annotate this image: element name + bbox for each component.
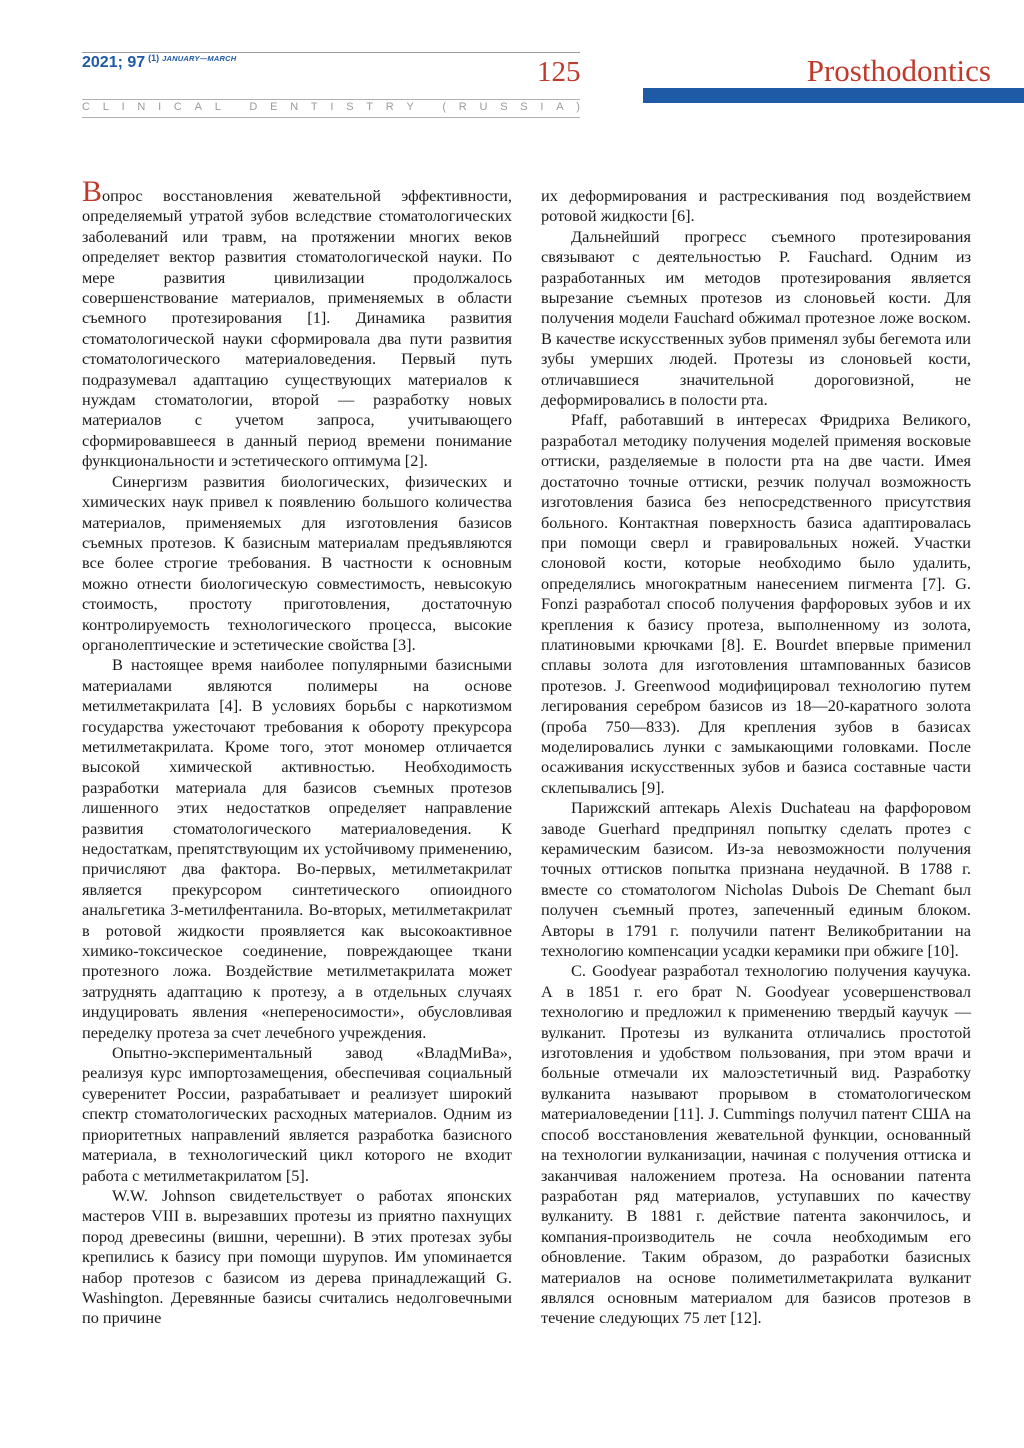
page-header: [0, 0, 1024, 125]
journal-title-letter: [427, 101, 430, 113]
journal-title-letter: I: [330, 101, 334, 113]
journal-title-letter: L: [214, 101, 221, 113]
paragraph: C. Goodyear разработал технологию получения каучука. А в 1851 г. его брат N. Goodyear усовершенствовал технологию и предложил к применению твердый каучук — вулканит. Протезы из вулканита отличались простотой изготовления и удобством пользования, при этом врачи и больные отмечали их малоэстетичный вид. Разработку вулканита называют прорывом в стоматологическом материаловедении [11]. J. Cummings получил патент США на способ восстановления жевательной функции, основанный на технологии вулканизации, начиная с получения оттиска и заканчивая наложением протеза. На основании патента разработан ряд материалов, уступавших по качеству вулканиту. В 1881 г. действие патента закончилось, и компания-производитель не сочла необходимым его обновление. Таким образом, до разработки базисных материалов на основе полиметилметакрилата вулканит являлся основным материалом для базисов протезов в течение следующих 75 лет [12].: [541, 961, 971, 1328]
journal-title-letter: A: [194, 101, 202, 113]
paragraph: Парижский аптекарь Alexis Duchateau на фарфоровом заводе Guerhard предпринял попытку сделать протез с керамическим базисом. Из-за невозможности получения точных оттисков попытка признана неудачной. В 1788 г. вместе со стоматологом Nicholas Dubois De Chemant был получен съемный протез, запеченный единым блоком. Авторы в 1791 г. получили патент Великобритании на технологию компенсации усадки керамики при обжиге [10].: [541, 798, 971, 961]
journal-title-letter: N: [290, 101, 299, 113]
paragraph: В настоящее время наиболее популярными базисными материалами являются полимеры на основе метилметакрилата [4]. В условиях борьбы с наркотизмом государства ужесточают требования к обороту прекурсора метилметакрилата. Кроме того, этот мономер отличается высокой химической активностью. Необходимость разработки материала для базисов съемных протезов лишенного этих недостатков определяет направление развития стоматологического материаловедения. К недостаткам, препятствующим их устойчивому применению, причисляют два фактора. Во-первых, метилметакрилат является прекурсором синтетического опиоидного анальгетика 3-метилфентанила. Во-вторых, метилметакрилат в ротовой жидкости проявляется как высокоактивное химико-токсическое соединение, повреждающее ткани протезного ложа. Воздействие метилметакрилата может затруднять адаптацию к протезу, а в отдельных случаях индуцировать явления «непереносимости», обусловливая переделку протеза за счет лечебного учреждения.: [82, 655, 512, 1042]
issue-months: JANUARY—MARCH: [162, 54, 237, 63]
section-title: Prosthodontics: [806, 53, 991, 88]
journal-title-letter: R: [458, 101, 467, 113]
journal-title-letter: I: [540, 101, 544, 113]
drop-cap: В: [82, 175, 103, 208]
journal-title-letter: S: [500, 101, 508, 113]
journal-title: [82, 101, 580, 113]
journal-title-letter: L: [102, 101, 109, 113]
journal-title-letter: Y: [406, 101, 414, 113]
paragraph: W.W. Johnson свидетельствует о работах японских мастеров VIII в. вырезавших протезы из приятно пахнущих пород древесины (вишни, черешни). В этих протезах зубы крепились к базису при помощи шурупов. Им упоминается набор протезов с базисом из дерева принадлежащий G. Washington. Деревянные базисы считались недолговечными по причине: [82, 1185, 512, 1328]
journal-title-letter: T: [366, 101, 374, 113]
journal-title-letter: (: [442, 101, 447, 113]
text-column-right: [541, 186, 971, 1329]
journal-title-letter: S: [346, 101, 354, 113]
journal-title-letter: I: [121, 101, 125, 113]
paragraph: Опытно-экспериментальный завод «ВладМиВа», реализуя курс импортозамещения, обеспечивая социальный суверенитет России, разрабатывает и реализует широкий спектр стоматологических расходных материалов. Одним из приоритетных направлений является разработка базисного материала, в технологический цикл которого не входит работа с метилметакрилатом [5].: [82, 1043, 512, 1185]
journal-title-letter: T: [310, 101, 318, 113]
journal-title-letter: I: [158, 101, 162, 113]
journal-title-letter: R: [385, 101, 394, 113]
issue-number: (1): [148, 53, 160, 63]
issue-year-volume: 2021; 97: [82, 54, 146, 71]
paragraph: [82, 175, 512, 472]
paragraph: Синергизм развития биологических, физических и химических наук привел к появлению большого количества материалов, применяемых для изготовления базисов съемных протезов. К базисным материалам предъявляются все более строгие требования. В частности к основным можно отнести биологическую совместимость, невысокую стоимость, простоту приготовления, достаточную контролируемость технологического процесса, высокие органолептические и эстетические свойства [3].: [82, 471, 512, 654]
header-rule-bottom: [82, 117, 580, 118]
journal-title-letter: S: [520, 101, 528, 113]
page-number: 125: [537, 56, 581, 88]
header-rule-middle: [82, 99, 580, 100]
section-color-bar: [643, 88, 1024, 103]
issue-info: [82, 54, 236, 72]
paragraph: их деформирования и растрескивания под воздействием ротовой жидкости [6].: [541, 186, 971, 226]
journal-title-letter: D: [249, 101, 258, 113]
journal-title-letter: C: [82, 101, 90, 113]
journal-title-letter: C: [173, 101, 182, 113]
text-column-left: [82, 175, 512, 1329]
journal-title-letter: U: [479, 101, 488, 113]
journal-title-letter: E: [270, 101, 278, 113]
journal-title-letter: [234, 101, 237, 113]
journal-title-letter: N: [137, 101, 146, 113]
paragraph: Pfaff, работавший в интересах Фридриха Великого, разработал методику получения моделей применяя восковые оттиски, разделяемые в полости рта на две части. Имея достаточно точные оттиски, резчик получал возможность изготовления базиса без непосредственного присутствия больного. Контактная поверхность базиса адаптировалась при помощи сверл и гравировальных ножей. Участки слоновой кости, которые необходимо было удалить, определялись многократным нанесением пигмента [7]. G. Fonzi разработал способ получения фарфоровых зубов и их крепления к базису протеза, выполненному из золота, платиновыми крючками [8]. E. Bourdet впервые применил сплавы золота для изготовления штампованных базисов протезов. J. Greenwood модифицировал технологию путем легирования серебром базисов из 18—20-каратного золота (проба 750—833). Для крепления зубов в базисах моделировались лунки с замыкающими головками. После осаживания искусственных зубов и базиса составные части склепывались [9].: [541, 410, 971, 797]
journal-title-letter: ): [576, 101, 580, 113]
paragraph-text: опрос восстановления жевательной эффективности, определяемый утратой зубов вследствие стоматологических заболеваний или травм, на протяжении многих веков определяет вектор развития стоматологической науки. По мере развития цивилизации продолжалось совершенствование материалов, применяемых в области съемного протезирования [1]. Динамика развития стоматологической науки сформировала два пути развития стоматологического материаловедения. Первый путь подразумевал адаптацию существующих материалов к нуждам стоматологии, второй — разработку новых материалов с учетом запроса, учитывающего сформировавшееся в данный период времени понимание функциональности и эстетического оптимума [2].: [82, 186, 512, 471]
paragraph: Дальнейший прогресс съемного протезирования связывают с деятельностью P. Fauchard. Одним из разработанных им методов протезирования является вырезание съемных протезов из слоновьей кости. Для получения модели Fauchard обжимал протезное ложе воском. В качестве искусственных зубов применял зубы бегемота или зубы умерших людей. Протезы из слоновьей кости, отличавшиеся значительной дороговизной, не деформировались в полости рта.: [541, 226, 971, 410]
journal-title-letter: A: [556, 101, 564, 113]
